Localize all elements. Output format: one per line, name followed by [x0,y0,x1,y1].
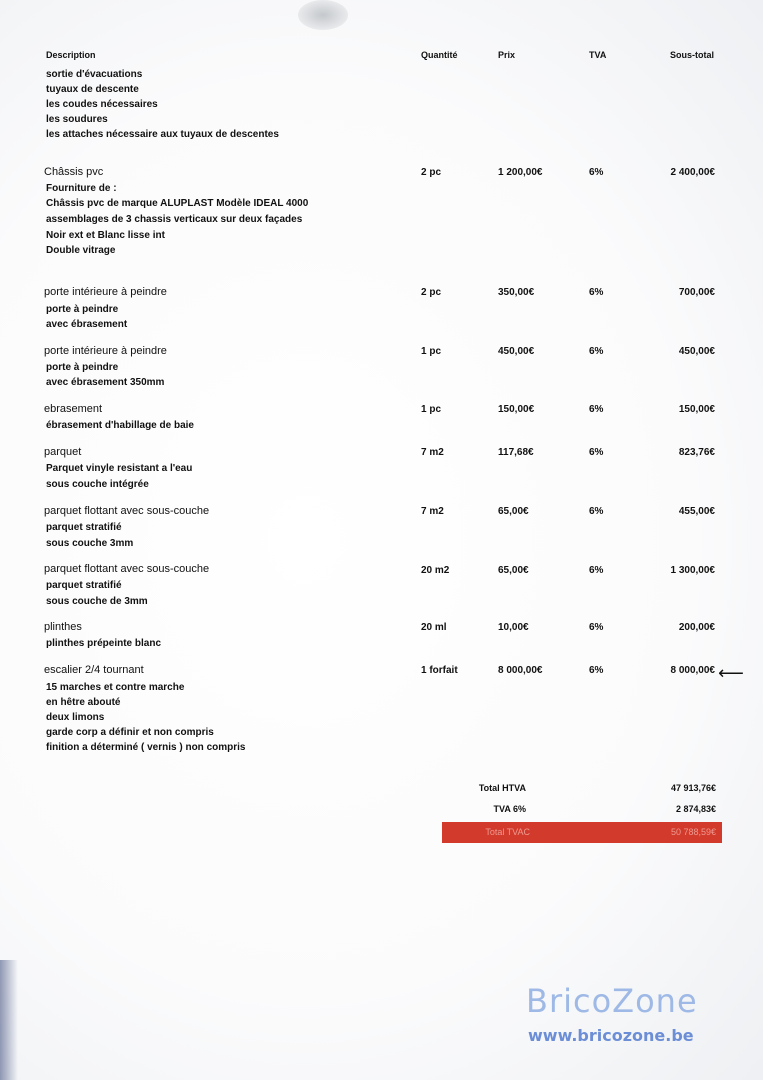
item-title: porte intérieure à peindre [44,345,167,357]
intro-line: les attaches nécessaire aux tuyaux de descentes [46,129,279,140]
item-price: 450,00€ [498,346,535,357]
item-detail: garde corp a définir et non compris [46,727,214,738]
item-price: 65,00€ [498,506,529,517]
total-tvac-label: Total TVAC [485,827,530,837]
item-vat: 6% [589,565,604,576]
vat-total-value: 2 874,83€ [675,804,716,814]
item-title: porte intérieure à peindre [44,286,167,298]
item-vat: 6% [589,622,604,633]
total-htva-label: Total HTVA [478,783,526,793]
item-title: parquet flottant avec sous-couche [44,505,210,517]
intro-line: sortie d'évacuations [46,69,143,80]
item-title: Châssis pvc [44,166,104,178]
item-detail: Parquet vinyle resistant a l'eau [46,463,193,474]
item-quantity: 7 m2 [421,506,444,517]
watermark-brand: BricoZone [526,982,698,1020]
item-quantity: 2 pc [421,287,442,298]
item-quantity: 1 pc [421,346,442,357]
item-quantity: 20 m2 [421,565,450,576]
item-detail: sous couche 3mm [46,538,134,549]
item-title: escalier 2/4 tournant [44,664,144,676]
total-tvac-bar [442,822,722,843]
item-subtotal: 823,76€ [678,447,715,458]
item-detail: en hêtre abouté [46,697,121,708]
item-detail: Double vitrage [46,245,116,256]
item-detail: Châssis pvc de marque ALUPLAST Modèle IDEAL 4000 [46,198,309,209]
item-vat: 6% [589,287,604,298]
item-vat: 6% [589,665,604,676]
item-subtotal: 1 300,00€ [670,565,715,576]
item-detail: porte à peindre [46,304,119,315]
item-price: 117,68€ [498,447,534,458]
item-detail: deux limons [46,712,105,723]
item-vat: 6% [589,346,604,357]
item-quantity: 20 ml [421,622,447,633]
watermark-url: www.bricozone.be [528,1026,694,1045]
header-description: Description [46,50,96,60]
header-vat: TVA [589,50,607,60]
item-quantity: 7 m2 [421,447,444,458]
item-detail: sous couche de 3mm [46,596,148,607]
item-detail: finition a déterminé ( vernis ) non compris [46,742,246,753]
scan-edge-shadow [0,960,18,1080]
item-subtotal: 200,00€ [678,622,715,633]
header-subtotal: Sous-total [670,50,714,60]
item-subtotal: 700,00€ [678,287,715,298]
item-title: parquet flottant avec sous-couche [44,563,210,575]
intro-line: les coudes nécessaires [46,99,158,110]
item-title: plinthes [44,621,82,633]
item-detail: ébrasement d'habillage de baie [46,420,194,431]
item-vat: 6% [589,506,604,517]
header-price: Prix [498,50,516,60]
item-detail: parquet stratifié [46,580,122,591]
item-price: 65,00€ [498,565,529,576]
item-subtotal: 150,00€ [678,404,715,415]
item-detail: parquet stratifié [46,522,122,533]
item-quantity: 1 pc [421,404,442,415]
handwritten-arrow-icon: ⟵ [718,663,744,683]
item-detail: plinthes prépeinte blanc [46,638,162,649]
item-vat: 6% [589,167,604,178]
item-vat: 6% [589,447,604,458]
scan-smudge [298,0,348,30]
item-vat: 6% [589,404,604,415]
vat-total-label: TVA 6% [493,804,526,814]
item-title: parquet [44,446,82,458]
item-detail: 15 marches et contre marche [46,682,185,693]
item-price: 10,00€ [498,622,529,633]
header-quantity: Quantité [421,50,458,60]
item-detail: Noir ext et Blanc lisse int [46,230,165,241]
item-detail: avec ébrasement [46,319,128,330]
total-tvac-value: 50 788,59€ [670,827,716,837]
item-quantity: 2 pc [421,167,442,178]
item-detail: avec ébrasement 350mm [46,377,165,388]
item-quantity: 1 forfait [421,665,458,676]
item-price: 350,00€ [498,287,535,298]
item-detail: Fourniture de : [46,183,117,194]
item-subtotal: 2 400,00€ [670,167,715,178]
intro-line: les soudures [46,114,108,125]
total-htva-value: 47 913,76€ [670,783,716,793]
item-subtotal: 455,00€ [678,506,715,517]
intro-line: tuyaux de descente [46,84,139,95]
item-subtotal: 8 000,00€ [670,665,715,676]
item-price: 8 000,00€ [498,665,543,676]
item-detail: porte à peindre [46,362,119,373]
item-subtotal: 450,00€ [678,346,715,357]
item-price: 1 200,00€ [498,167,543,178]
item-detail: sous couche intégrée [46,479,149,490]
item-title: ebrasement [44,403,103,415]
item-price: 150,00€ [498,404,535,415]
item-detail: assemblages de 3 chassis verticaux sur deux façades [46,214,303,225]
